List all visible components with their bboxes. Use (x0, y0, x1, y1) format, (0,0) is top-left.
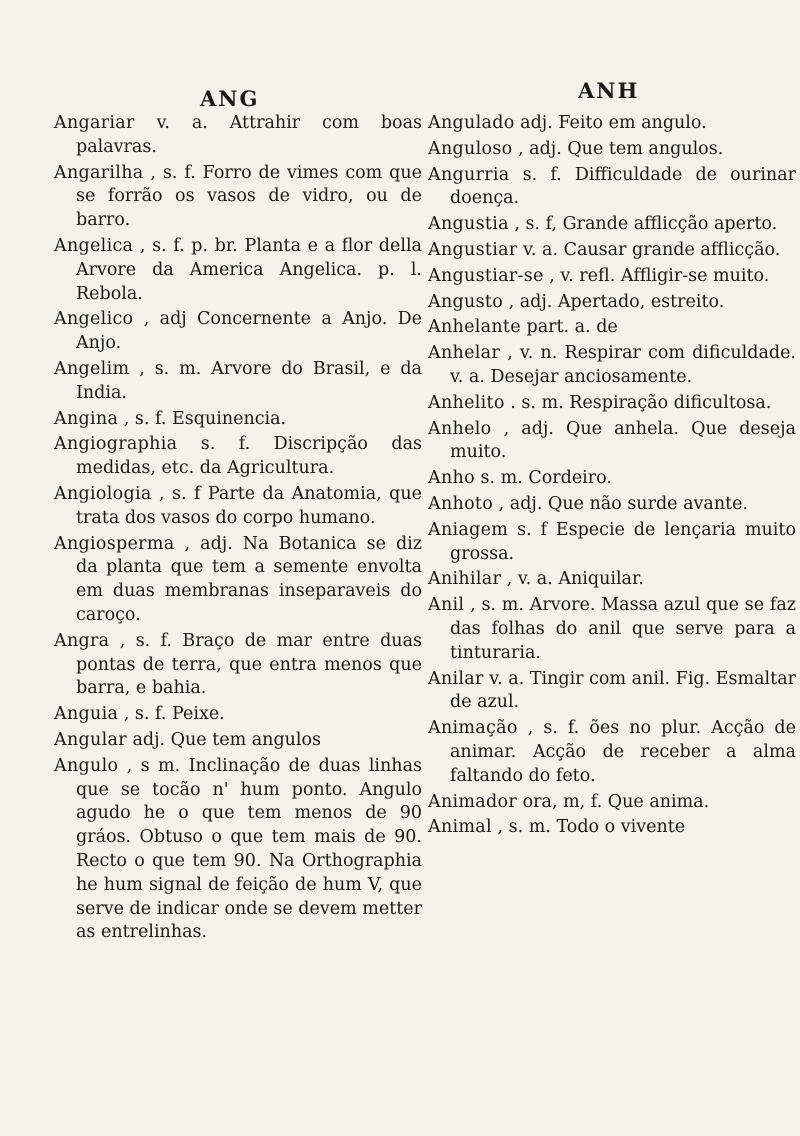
headword: Anil (428, 595, 465, 616)
definition: , s. m. Arvore do Brasil, e da India. (76, 358, 422, 403)
dictionary-entry (428, 493, 796, 517)
dictionary-entry (54, 630, 422, 701)
headword: Anilar (428, 668, 484, 689)
definition: , s. f. Esquinencia. (123, 408, 287, 429)
headword: Anihilar (428, 569, 502, 590)
headword: Anho (428, 468, 475, 489)
dictionary-entry (54, 729, 422, 753)
headword: Angina (54, 408, 119, 429)
definition: s. f. Difficuldade de ourinar doença. (450, 164, 796, 209)
headword: Angulo (54, 755, 119, 776)
dictionary-entry (428, 239, 796, 263)
definition: , s. m. Todo o vivente (497, 817, 686, 838)
definition: s. f Especie de lençaria muito grossa. (450, 519, 796, 564)
left-running-header: ANG (200, 86, 260, 111)
definition: , s. f, Grande afflicção aperto. (514, 214, 778, 235)
headword: Animal (428, 817, 492, 838)
headword: Angusto (428, 291, 504, 312)
dictionary-entry (54, 235, 422, 306)
definition: part. a. de (526, 317, 618, 338)
dictionary-entry (428, 316, 796, 340)
dictionary-entry (428, 164, 796, 212)
dictionary-entry (428, 418, 796, 466)
definition: , v. refl. Affligir-se muito. (549, 265, 770, 286)
definition: ora, m, f. Que anima. (522, 791, 710, 812)
dictionary-entry (54, 533, 422, 628)
headword: Aniagem (428, 519, 509, 540)
headword: Angustiar (428, 239, 518, 260)
headword: Angiographia (54, 434, 178, 455)
right-column (428, 112, 796, 842)
headword: Angelim (54, 358, 130, 379)
headword: Anguloso (428, 138, 513, 159)
dictionary-entry (428, 213, 796, 237)
definition: , s. f. p. br. Planta e a flor della Arvore da America Angelica. p. l. Rebola. (76, 235, 422, 304)
dictionary-entry (54, 703, 422, 727)
definition: , adj. Que anhela. Que deseja muito. (450, 418, 796, 463)
definition: , s. f Parte da Anatomia, que trata dos vasos do corpo humano. (76, 483, 422, 528)
definition: , adj. Apertado, estreito. (508, 291, 725, 312)
definition: , s. m. Arvore. Massa azul que se faz das folhas do anil que serve para a tinturaria. (450, 595, 796, 663)
headword: Animação (428, 718, 518, 739)
headword: Anguia (54, 704, 119, 725)
left-column (54, 112, 422, 947)
definition: , v. a. Aniquilar. (506, 569, 644, 590)
definition: , adj Concernente a Anjo. De Anjo. (76, 309, 422, 354)
definition: , s. f. Braço de mar entre duas pontas de terra, que entra menos que barra, e bahia. (76, 630, 422, 699)
headword: Angustiar-se (428, 265, 544, 286)
dictionary-entry (54, 112, 422, 160)
dictionary-entry (428, 265, 796, 289)
definition: , adj. Que não surde avante. (498, 493, 749, 514)
definition: , s. f. Peixe. (123, 704, 225, 725)
dictionary-entry (428, 291, 796, 315)
headword: Angiosperma (54, 533, 175, 554)
dictionary-entry (54, 358, 422, 406)
dictionary-entry (428, 594, 796, 665)
dictionary-entry (54, 755, 422, 945)
dictionary-entry (428, 392, 796, 416)
definition: s. m. Cordeiro. (480, 468, 612, 489)
dictionary-entry (428, 342, 796, 390)
headword: Anhelito (428, 392, 505, 413)
headword: Anhelante (428, 317, 521, 338)
definition: v. a. Tingir com anil. Fig. Esmaltar de azul. (450, 668, 796, 713)
dictionary-entry (54, 433, 422, 481)
dictionary-entry (54, 408, 422, 432)
headword: Angariar (54, 113, 135, 133)
headword: Angiologia (54, 483, 152, 504)
definition: adj. Que tem angulos (132, 729, 322, 750)
definition: , v. n. Respirar com dificuldade. v. a. Desejar anciosamente. (450, 343, 796, 387)
definition: , s. f. Forro de vimes com que se forrão os vasos de vidro, ou de barro. (76, 162, 422, 231)
headword: Anhoto (428, 493, 494, 514)
definition: , adj. Que tem angulos. (518, 138, 724, 159)
headword: Angular (54, 729, 127, 750)
dictionary-entry (428, 668, 796, 716)
headword: Anhelo (428, 418, 492, 439)
headword: Angustia (428, 214, 509, 235)
definition: v. a. Causar grande afflicção. (523, 239, 781, 260)
dictionary-entry (428, 568, 796, 592)
headword: Angelico (54, 309, 134, 330)
dictionary-entry (54, 483, 422, 531)
headword: Anhelar (428, 343, 501, 364)
definition: s. f. Discripção das medidas, etc. da Agricultura. (76, 434, 422, 479)
definition: , adj. Na Botanica se diz da planta que tem a semente envolta em duas membranas inseparaveis do caroço. (76, 533, 422, 625)
right-running-header: ANH (578, 78, 640, 103)
dictionary-entry (54, 162, 422, 233)
dictionary-entry (428, 138, 796, 162)
definition: v. a. Attrahir com boas palavras. (76, 113, 422, 157)
headword: Angra (54, 630, 110, 651)
dictionary-entry (428, 112, 796, 136)
dictionary-entry (428, 791, 796, 815)
definition: adj. Feito em angulo. (520, 113, 707, 133)
definition: , s m. Inclinação de duas linhas que se tocão n' hum ponto. Angulo agudo he o que tem menos de 90 gráos. Obtuso o que tem mais de 90. Recto o que tem 90. Na Orthographia he hum signal de feição de hum V, que serve de indicar onde se devem metter as entrelinhas. (76, 755, 422, 943)
headword: Angulado (428, 113, 515, 133)
definition: . s. m. Respiração dificultosa. (510, 392, 772, 413)
dictionary-entry (428, 467, 796, 491)
dictionary-entry (54, 308, 422, 356)
headword: Angarilha (54, 162, 144, 183)
headword: Angelica (54, 235, 134, 256)
dictionary-entry (428, 519, 796, 567)
headword: Angurria (428, 164, 510, 185)
definition: , s. f. ões no plur. Acção de animar. Acção de receber a alma faltando do feto. (450, 718, 796, 786)
dictionary-entry (428, 717, 796, 788)
headword: Animador (428, 791, 518, 812)
dictionary-entry (428, 816, 796, 840)
